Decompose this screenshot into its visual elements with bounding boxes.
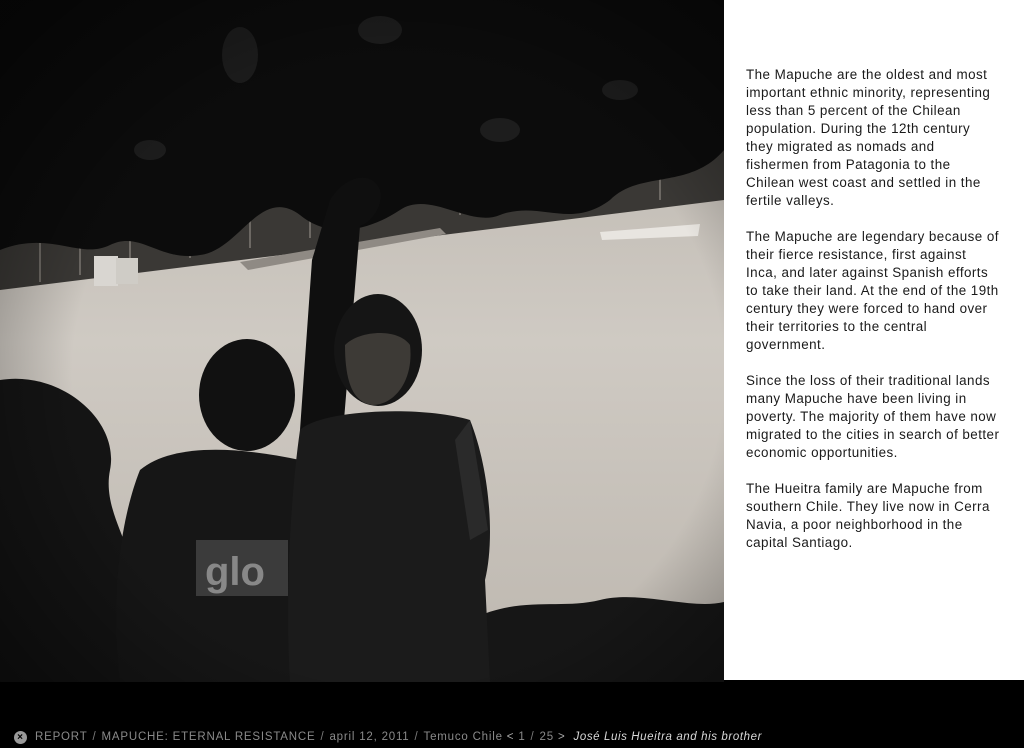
breadcrumb-story[interactable]: MAPUCHE: ETERNAL RESISTANCE xyxy=(101,731,316,743)
story-paragraph-3: Since the loss of their traditional lands many Mapuche have been living in poverty. The majority of them have now migrated to the cities in search of better economic opportunities. xyxy=(746,373,1000,460)
story-location: Temuco Chile xyxy=(423,731,503,743)
story-date: april 12, 2011 xyxy=(329,731,410,743)
close-circle-icon[interactable]: × xyxy=(14,731,27,744)
breadcrumb-separator: / xyxy=(320,731,325,743)
next-photo-button[interactable]: > xyxy=(557,731,566,743)
photo-caption-title: José Luis Hueitra and his brother xyxy=(573,731,763,743)
story-paragraph-2: The Mapuche are legendary because of their fierce resistance, first against Inca, and later against Spanish efforts to take their land. At the end of the 19th century they were forced to hand over their territories to the central government. xyxy=(746,229,999,352)
photo-total-count: 25 xyxy=(539,731,554,743)
caption-footer xyxy=(0,682,1024,748)
photo-count-separator: / xyxy=(530,731,535,743)
breadcrumb-section[interactable]: REPORT xyxy=(35,731,88,743)
story-paragraph-4: The Hueitra family are Mapuche from southern Chile. They live now in Cerra Navia, a poor neighborhood in the capital Santiago. xyxy=(746,481,990,550)
breadcrumb xyxy=(14,730,762,744)
story-text-panel xyxy=(724,0,1024,680)
story-paragraph-1: The Mapuche are the oldest and most important ethnic minority, representing less than 5 percent of the Chilean population. During the 12th century they migrated as nomads and fishermen from Patagonia to the Chilean west coast and settled in the fertile valleys. xyxy=(746,67,991,208)
breadcrumb-separator: / xyxy=(414,731,419,743)
previous-photo-button[interactable]: < xyxy=(506,731,515,743)
breadcrumb-separator: / xyxy=(92,731,97,743)
photo-current-index: 1 xyxy=(518,731,526,743)
